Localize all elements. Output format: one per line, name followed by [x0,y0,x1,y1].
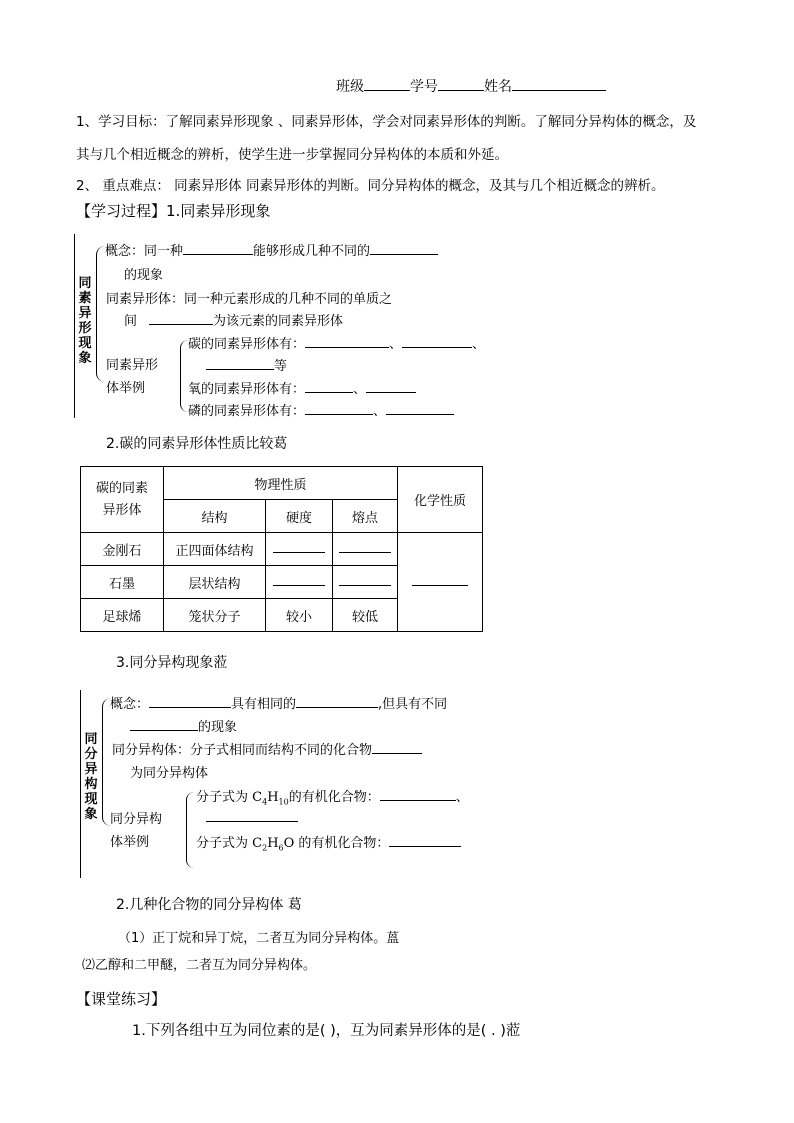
isomer-examples-label-2: 体举例 [110,835,150,850]
iso-concept-blank-1[interactable] [149,695,231,708]
class-label: 班级 [336,79,364,95]
allotropy-examples-brace [180,340,188,412]
goals-line-1: 1、学习目标：了解同素异形现象 、同素异形体，学会对同素异形体的判断。了解同分异构体的概念，及 [76,114,697,130]
carbon-blank-2[interactable] [402,335,472,348]
row-structure: 层状结构 [164,566,266,599]
name-label: 姓名 [484,79,512,95]
carbon-allotropes-row [188,333,485,352]
isomer-definition-row-2: 为同分异构体 [130,766,209,781]
melting-blank[interactable] [333,533,398,566]
item-butane: （1）正丁烷和异丁烷，二者互为同分异构体。蒕 [118,931,400,946]
isomer-examples-label-1: 同分异构 [110,812,163,827]
hardness-blank[interactable] [266,566,333,599]
allotropy-main-brace [96,246,105,382]
carbon-allotrope-table [80,466,483,632]
oxygen-allotropes-row [188,378,416,397]
allotrope-blank[interactable] [149,312,213,325]
c4-blank-2[interactable] [206,809,298,822]
header-chemical: 化学性质 [398,467,483,533]
concept-blank-2[interactable] [370,242,438,255]
c4-sub-c: 4 [262,797,268,807]
hardness-blank[interactable] [266,533,333,566]
header-melting-point: 熔点 [333,500,398,533]
c4h10-row-2 [206,809,298,826]
iso-concept-suffix: 的现象 [198,720,238,735]
c2-suffix: O 的有机化合物： [283,836,390,851]
isomerism-side-rule [80,690,81,878]
row-structure: 笼状分子 [164,599,266,632]
sep: 、 [472,337,486,352]
phosphorus-blank-1[interactable] [305,402,373,415]
header-hardness: 硬度 [266,500,333,533]
allotropy-examples-label-1: 同素异形 [106,358,159,373]
c2-sub-c: 2 [262,843,268,853]
c2-h: H [267,836,279,851]
isomer-examples-brace [186,792,194,868]
phosphorus-blank-2[interactable] [386,402,454,415]
iso-concept-text: 具有相同的 [231,697,297,712]
student-info-line [336,76,606,96]
concept-label: 概念：同一种 [105,244,184,259]
isomerism-vertical-title: 同分异构现象 [84,732,98,822]
c2-prefix: 分子式为 C [196,836,263,851]
isomer-definition-row [112,739,422,758]
practice-heading: 【课堂练习】 [76,990,167,1008]
row-name: 石墨 [81,566,164,599]
c2-blank[interactable] [389,834,461,847]
allotrope-definition-row: 同素异形体：同一种元素形成的几种不同的单质之 [106,292,393,307]
name-field[interactable] [512,78,606,91]
class-field[interactable] [364,78,410,91]
allotropy-concept-row [105,240,438,259]
iso-concept-blank-3[interactable] [130,718,198,731]
table-row [81,533,483,566]
key-points-line: 2、 重点难点： 同素异形体 同素异形体的判断。同分异构体的概念，及其与几个相近概念的辨析。 [76,178,665,194]
header-structure: 结构 [164,500,266,533]
etc-text: 等 [274,359,288,374]
c2h6o-row [196,832,461,853]
sep: 、 [353,382,367,397]
phosphorus-allotropes-row [188,400,454,419]
row-hardness: 较小 [266,599,333,632]
header-allotrope-line2: 异形体 [102,502,142,518]
learning-process-bracket-title: 【学习过程】 [76,202,167,220]
phosphorus-label: 磷的同素异形体有： [188,404,306,419]
oxygen-label: 氧的同素异形体有： [188,382,306,397]
section-allotropy-title: 1.同素异形现象 [166,202,271,220]
student-id-field[interactable] [438,78,484,91]
row-structure: 正四面体结构 [164,533,266,566]
item-ethanol: ⑵乙醇和二甲醚，二者互为同分异构体。 [82,958,317,973]
carbon-label: 碳的同素异形体有： [188,337,306,352]
section-compound-isomers-title: 2.几种化合物的同分异构体 葛 [116,897,302,913]
allotrope-def-end: 为该元素的同素异形体 [213,314,344,329]
iso-concept-blank-2[interactable] [296,695,378,708]
section-isomerism-title: 3.同分异构现象蒞 [116,655,228,671]
iso-concept-label: 概念： [110,697,150,712]
c4-suffix: 的有机化合物： [288,790,380,805]
sep: 、 [373,404,387,419]
row-melting-point: 较低 [333,599,398,632]
concept-text: 能够形成几种不同的 [253,244,371,259]
iso-concept-text-2: ,但具有不同 [378,697,448,712]
section-carbon-comparison-title: 2.碳的同素异形体性质比较葛 [106,436,288,452]
row-name: 金刚石 [81,533,164,566]
row-name: 足球烯 [81,599,164,632]
carbon-blank-3[interactable] [206,357,274,370]
oxygen-blank-2[interactable] [366,380,416,393]
header-allotrope [81,467,164,533]
c4-blank-1[interactable] [380,788,456,801]
concept-suffix: 的现象 [124,268,164,283]
oxygen-blank-1[interactable] [305,380,353,393]
concept-blank-1[interactable] [183,242,253,255]
allotropy-examples-label-2: 体举例 [106,381,146,396]
student-id-label: 学号 [410,79,438,95]
allotropy-side-rule [74,234,75,418]
c4h10-row [196,786,469,807]
isomer-blank[interactable] [372,741,422,754]
melting-blank[interactable] [333,566,398,599]
goals-line-2: 其与几个相近概念的辨析，使学生进一步掌握同分异构体的本质和外延。 [76,147,508,163]
sep: 、 [389,337,403,352]
allotropy-vertical-title: 同素异形现象 [78,276,92,366]
learning-process-heading [76,200,270,221]
isomerism-concept-row [110,693,447,712]
chemical-property-blank[interactable] [398,533,483,632]
sep: 、 [455,790,469,805]
practice-question-1: 1.下列各组中互为同位素的是( )，互为同素异形体的是( . )蒞 [132,1023,521,1039]
c4-h: H [267,790,279,805]
isomerism-concept-row-2 [130,716,237,735]
c4-prefix: 分子式为 C [196,790,263,805]
allotrope-def-start: 间 [124,314,138,329]
header-physical: 物理性质 [164,467,398,500]
carbon-allotropes-row-2 [206,355,287,374]
c4-sub-h: 10 [278,797,289,807]
c2-sub-h: 6 [278,843,284,853]
carbon-blank-1[interactable] [305,335,389,348]
isomer-def: 同分异构体：分子式相同而结构不同的化合物 [112,743,373,758]
header-allotrope-line1: 碳的同素 [95,480,148,496]
allotrope-definition-row-2 [124,310,343,329]
isomerism-main-brace [102,698,111,826]
